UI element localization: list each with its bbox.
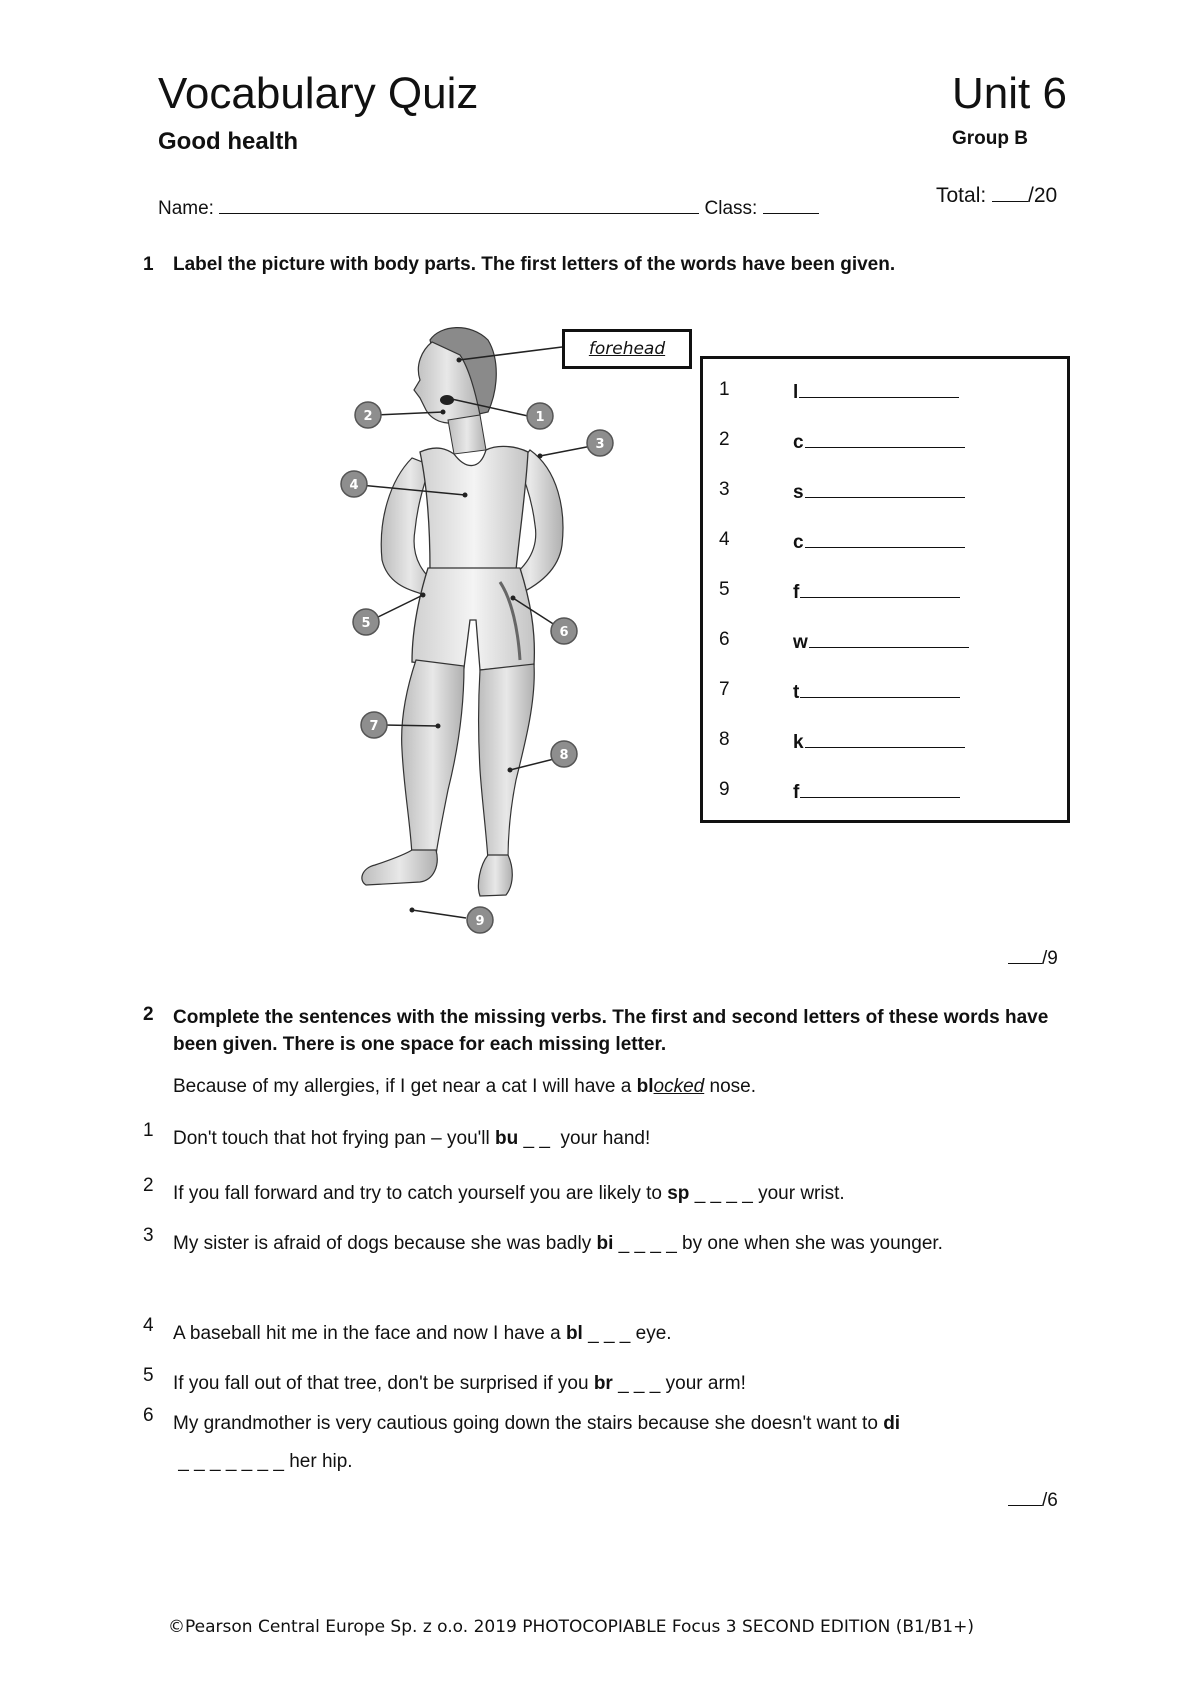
class-field[interactable] xyxy=(763,213,819,214)
svg-text:2: 2 xyxy=(363,409,373,424)
blank-field[interactable]: _ _ _ _ xyxy=(689,1183,759,1204)
sentence-1: 1 Don't touch that hot frying pan – you'll bu _ _ your hand! xyxy=(143,1120,651,1149)
question-1-score-field[interactable] xyxy=(1008,963,1042,964)
example-word: forehead xyxy=(588,339,666,359)
svg-text:3: 3 xyxy=(595,437,605,452)
example-label-box xyxy=(562,329,692,369)
name-field[interactable] xyxy=(219,213,699,214)
svg-text:4: 4 xyxy=(349,478,359,493)
svg-text:7: 7 xyxy=(369,719,379,734)
blank-field[interactable]: _ _ _ _ xyxy=(613,1233,683,1254)
question-2-score-field[interactable] xyxy=(1008,1505,1042,1506)
question-1-instruction: Label the picture with body parts. The first letters of the words have been given. xyxy=(173,254,896,275)
marker-1 xyxy=(527,403,553,429)
marker-7 xyxy=(361,712,387,738)
svg-text:1: 1 xyxy=(535,410,545,425)
example-sentence: Because of my allergies, if I get near a cat I will have a blocked nose. xyxy=(173,1076,756,1097)
body-figure-svg xyxy=(330,320,710,970)
sentence-6: 6 My grandmother is very cautious going down the stairs because she doesn't want to di _ _ _ _ _ _ _ her hip. xyxy=(143,1405,901,1472)
blank-field[interactable]: _ _ _ xyxy=(612,1373,666,1394)
sentence-3: 3 My sister is afraid of dogs because she was badly bi _ _ _ _ by one when she was younger. xyxy=(143,1225,943,1254)
answer-field[interactable] xyxy=(800,579,960,598)
answer-field[interactable] xyxy=(809,629,969,648)
body-illustration xyxy=(330,320,710,970)
sentence-5: 5 If you fall out of that tree, don't be surprised if you br _ _ _ your arm! xyxy=(143,1365,746,1394)
svg-text:8: 8 xyxy=(559,748,569,763)
svg-text:9: 9 xyxy=(475,914,485,929)
answer-field[interactable] xyxy=(799,379,959,398)
total-field[interactable] xyxy=(992,201,1028,202)
copyright-footer: ©Pearson Central Europe Sp. z o.o. 2019 PHOTOCOPIABLE Focus 3 SECOND EDITION (B1/B1+) xyxy=(168,1617,974,1637)
answer-field[interactable] xyxy=(800,779,960,798)
svg-text:6: 6 xyxy=(559,625,569,640)
unit-label: Unit 6 xyxy=(952,69,1067,118)
answer-field[interactable] xyxy=(805,429,965,448)
name-label: Name: xyxy=(158,198,214,219)
marker-6 xyxy=(551,618,577,644)
marker-3 xyxy=(587,430,613,456)
answer-field[interactable] xyxy=(805,529,965,548)
total-max: /20 xyxy=(1028,184,1058,207)
name-class-row xyxy=(158,198,819,220)
question-1-number: 1 xyxy=(143,254,154,275)
marker-9 xyxy=(467,907,493,933)
question-1-score: /9 xyxy=(1008,948,1058,970)
blank-field[interactable]: _ _ xyxy=(518,1128,561,1149)
class-label: Class: xyxy=(704,198,758,219)
question-2-number: 2 xyxy=(143,1004,154,1025)
marker-2 xyxy=(355,402,381,428)
question-2-instruction: Complete the sentences with the missing verbs. The first and second letters of these words have been given. There is one space for each missing letter. xyxy=(173,1007,1049,1055)
total-label: Total: xyxy=(936,184,987,207)
svg-text:5: 5 xyxy=(361,616,371,631)
group-label: Group B xyxy=(952,128,1028,149)
marker-5 xyxy=(353,609,379,635)
blank-field[interactable]: _ _ _ xyxy=(582,1323,636,1344)
answer-field[interactable] xyxy=(800,679,960,698)
answer-field[interactable] xyxy=(805,729,965,748)
blank-field[interactable]: _ _ _ _ _ _ _ xyxy=(173,1451,290,1472)
question-2-score: /6 xyxy=(1008,1490,1058,1512)
marker-4 xyxy=(341,471,367,497)
answer-field[interactable] xyxy=(805,479,965,498)
quiz-title: Vocabulary Quiz xyxy=(158,69,479,118)
total-score xyxy=(936,184,1057,208)
quiz-subtitle: Good health xyxy=(158,128,298,155)
sentence-2: 2 If you fall forward and try to catch yourself you are likely to sp _ _ _ _ your wrist. xyxy=(143,1175,845,1204)
answer-box: 1 l 2 c 3 s 4 c 5 f 6 w 7 t 8 k 9 f xyxy=(700,356,1070,823)
marker-8 xyxy=(551,741,577,767)
sentence-4: 4 A baseball hit me in the face and now I have a bl _ _ _ eye. xyxy=(143,1315,672,1344)
